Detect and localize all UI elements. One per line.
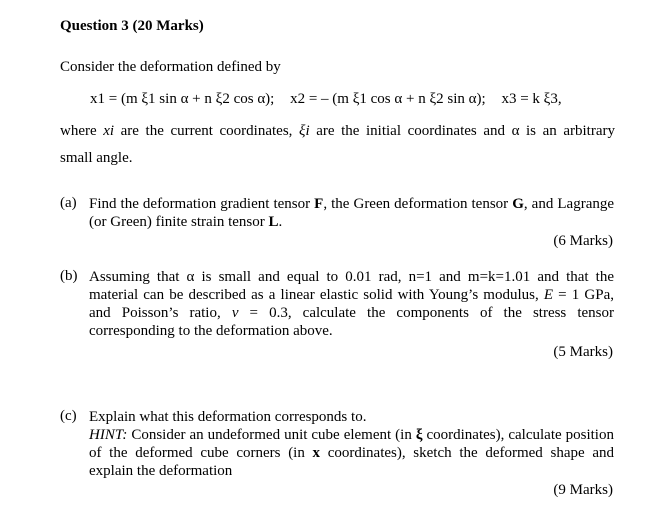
part-b-text-1: Assuming that α is small and equal to 0.01 rad, n=1 and m=k=1.01 and that the material can be described as a linear elastic solid with Young’s modulus, <box>89 269 614 303</box>
hint-text-3: coordinates), sketch the deformed shape and explain the deformation <box>89 445 614 479</box>
part-b-label: (b) <box>60 268 78 284</box>
tensor-L: L <box>268 214 279 230</box>
hint-text-2: coordinates), calculate position of the deformed cube corners (in <box>89 427 614 461</box>
where-part-3: are the initial coordinates and α is an arbitrary <box>309 123 615 139</box>
question-title: Question 3 (20 Marks) <box>60 18 204 34</box>
var-xi: xi <box>103 123 115 139</box>
deformation-equations <box>90 91 562 108</box>
part-c-label: (c) <box>60 408 77 424</box>
xi-bold: ξ <box>415 427 423 443</box>
where-line-2: small angle. <box>60 150 133 166</box>
var-xi-initial: ξi <box>299 123 310 139</box>
equation-x2: x2 = – (m ξ1 cos α + n ξ2 sin α); <box>290 91 486 107</box>
part-c-marks: (9 Marks) <box>553 482 613 498</box>
part-a-text-1: Find the deformation gradient tensor <box>89 196 315 212</box>
where-text <box>60 123 615 140</box>
where-part-2: are the current coordinates, <box>114 123 300 139</box>
part-a-marks: (6 Marks) <box>553 233 613 249</box>
part-b-text-2: = 1 GPa, and Poisson’s ratio, <box>89 287 614 321</box>
var-E: E <box>543 287 554 303</box>
part-a-label: (a) <box>60 195 77 211</box>
tensor-G: G <box>512 196 524 212</box>
part-a-text-4: . <box>278 214 283 230</box>
var-nu: ν <box>231 305 239 321</box>
x-bold: x <box>312 445 321 461</box>
part-b-text-3: = 0.3, calculate the components of the stress tensor corresponding to the deformation above. <box>89 305 615 339</box>
intro-text: Consider the deformation defined by <box>60 59 281 75</box>
equation-x3: x3 = k ξ3, <box>501 91 562 107</box>
part-c-line-1: Explain what this deformation corresponds to. <box>89 409 367 425</box>
part-b-marks: (5 Marks) <box>553 344 613 360</box>
equation-x1: x1 = (m ξ1 sin α + n ξ2 cos α); <box>90 91 275 107</box>
part-b-text <box>89 268 614 340</box>
hint-text-1: Consider an undeformed unit cube element (in <box>127 427 416 443</box>
part-c-hint <box>89 426 614 480</box>
where-part-1: where <box>60 123 104 139</box>
part-a-text-3: , and Lagrange (or Green) finite strain tensor <box>89 196 615 230</box>
tensor-F: F <box>314 196 324 212</box>
part-a-text-2: , the Green deformation tensor <box>323 196 513 212</box>
hint-label: HINT: <box>89 427 128 443</box>
part-c-text <box>89 408 614 480</box>
part-a-text <box>89 195 614 231</box>
